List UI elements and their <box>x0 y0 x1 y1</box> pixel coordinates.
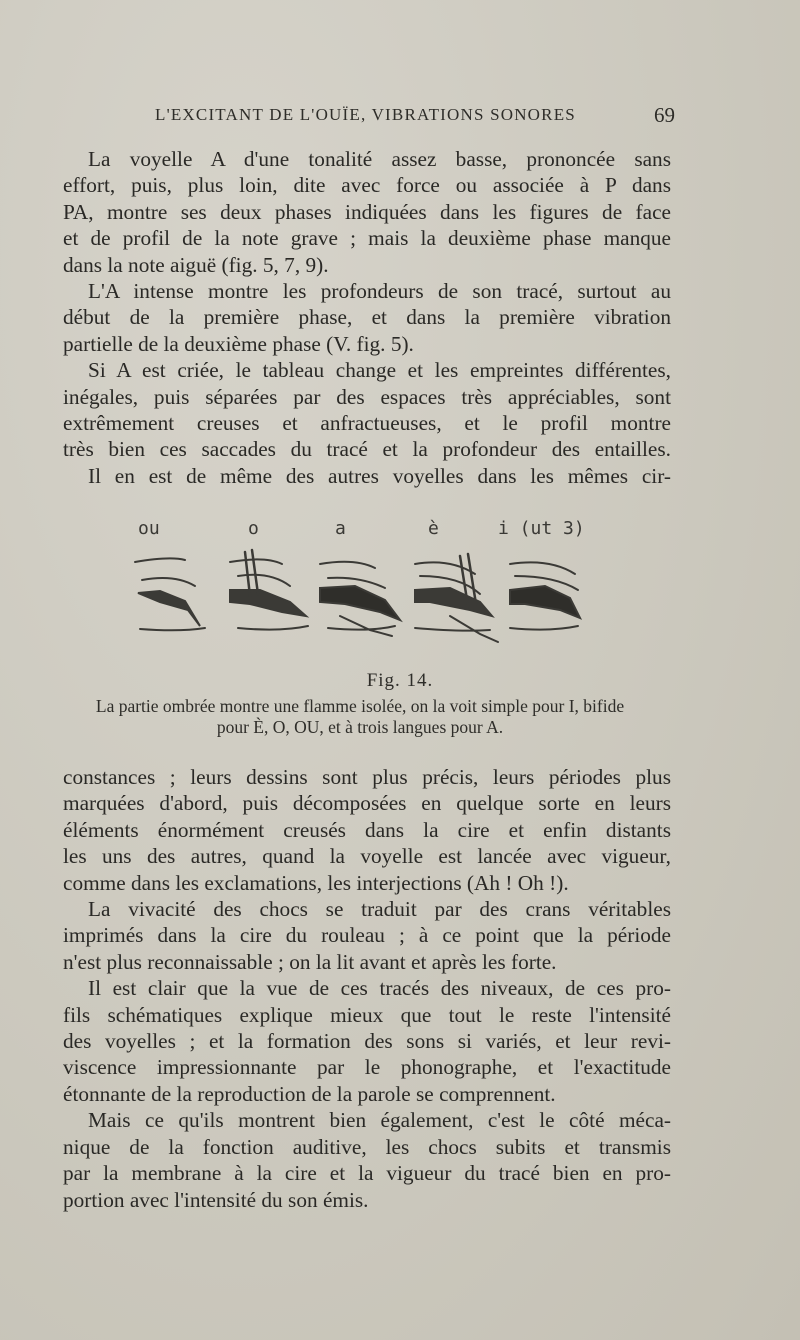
profile-a <box>320 562 400 636</box>
text-line: comme dans les exclamations, les interjections (Ah ! Oh !). <box>63 870 569 895</box>
flame-profiles-illustration <box>130 546 600 666</box>
text-line: par la membrane à la cire et la vigueur du tracé bien en pro- <box>63 1161 671 1186</box>
text-line: et de profil de la note grave ; mais la deuxième phase manque <box>63 226 671 251</box>
figure-label-a: a <box>335 518 346 539</box>
running-title: L'EXCITANT DE L'OUÏE, VIBRATIONS SONORES <box>155 105 576 124</box>
figure-label-ou: ou <box>138 518 160 539</box>
text-line: très bien ces saccades du tracé et la profondeur des entailles. <box>63 437 671 462</box>
figure-14 <box>130 518 600 663</box>
paragraph-top <box>63 146 671 489</box>
figure-label-o: o <box>248 518 259 539</box>
text-line: Il en est de même des autres voyelles dans les mêmes cir- <box>88 463 671 488</box>
text-line: portion avec l'intensité du son émis. <box>63 1187 369 1212</box>
figure-caption-line: pour È, O, OU, et à trois langues pour A. <box>216 717 504 737</box>
profile-o <box>230 550 308 630</box>
text-line: marquées d'abord, puis décomposées en quelque sorte en leurs <box>63 791 671 816</box>
text-line: fils schématiques explique mieux que tout le reste l'intensité <box>63 1002 671 1027</box>
text-line: Si A est criée, le tableau change et les empreintes différentes, <box>88 358 671 383</box>
page-number: 69 <box>654 103 675 127</box>
profile-ou <box>135 558 205 630</box>
text-line: inégales, puis séparées par des espaces très appréciables, sont <box>63 384 671 409</box>
text-line: L'A intense montre les profondeurs de son tracé, surtout au <box>88 279 671 304</box>
text-line: n'est plus reconnaissable ; on la lit avant et après les forte. <box>63 949 557 974</box>
figure-caption-line: La partie ombrée montre une flamme isolée, on la voit simple pour I, bifide <box>95 696 625 716</box>
text-line: étonnante de la reproduction de la parole se comprennent. <box>63 1081 556 1106</box>
text-line: PA, montre ses deux phases indiquées dans les figures de face <box>63 199 671 224</box>
text-line: nique de la fonction auditive, les chocs subits et transmis <box>63 1134 671 1159</box>
text-line: Il est clair que la vue de ces tracés des niveaux, de ces pro- <box>88 976 671 1001</box>
figure-caption <box>80 696 640 738</box>
page-header <box>155 103 675 131</box>
text-line: imprimés dans la cire du rouleau ; à ce point que la période <box>63 923 671 948</box>
figure-label-e-grave: è <box>428 518 439 539</box>
text-line: partielle de la deuxième phase (V. fig. 5). <box>63 331 414 356</box>
text-line: extrêmement creuses et anfractueuses, et le profil montre <box>63 411 671 436</box>
text-line: Mais ce qu'ils montrent bien également, c'est le côté méca- <box>88 1108 671 1133</box>
text-line: des voyelles ; et la formation des sons si variés, et leur revi- <box>63 1029 671 1054</box>
text-line: La vivacité des chocs se traduit par des crans véritables <box>88 897 671 922</box>
figure-label-i: i (ut 3) <box>498 518 585 539</box>
text-line: éléments énormément creusés dans la cire et enfin distants <box>63 817 671 842</box>
text-line: viscence impressionnante par le phonographe, et l'exactitude <box>63 1055 671 1080</box>
text-line: les uns des autres, quand la voyelle est lancée avec vigueur, <box>63 844 671 869</box>
text-line: constances ; leurs dessins sont plus précis, leurs périodes plus <box>63 765 671 789</box>
text-line: début de la première phase, et dans la première vibration <box>63 305 671 330</box>
text-line: effort, puis, plus loin, dite avec force ou associée à P dans <box>63 173 671 198</box>
profile-e-grave <box>415 554 498 642</box>
text-line: dans la note aiguë (fig. 5, 7, 9). <box>63 252 329 277</box>
paragraph-bottom <box>63 764 671 1213</box>
profile-i <box>510 562 580 629</box>
figure-title: Fig. 14. <box>366 670 434 691</box>
text-line: La voyelle A d'une tonalité assez basse, prononcée sans <box>88 147 671 171</box>
